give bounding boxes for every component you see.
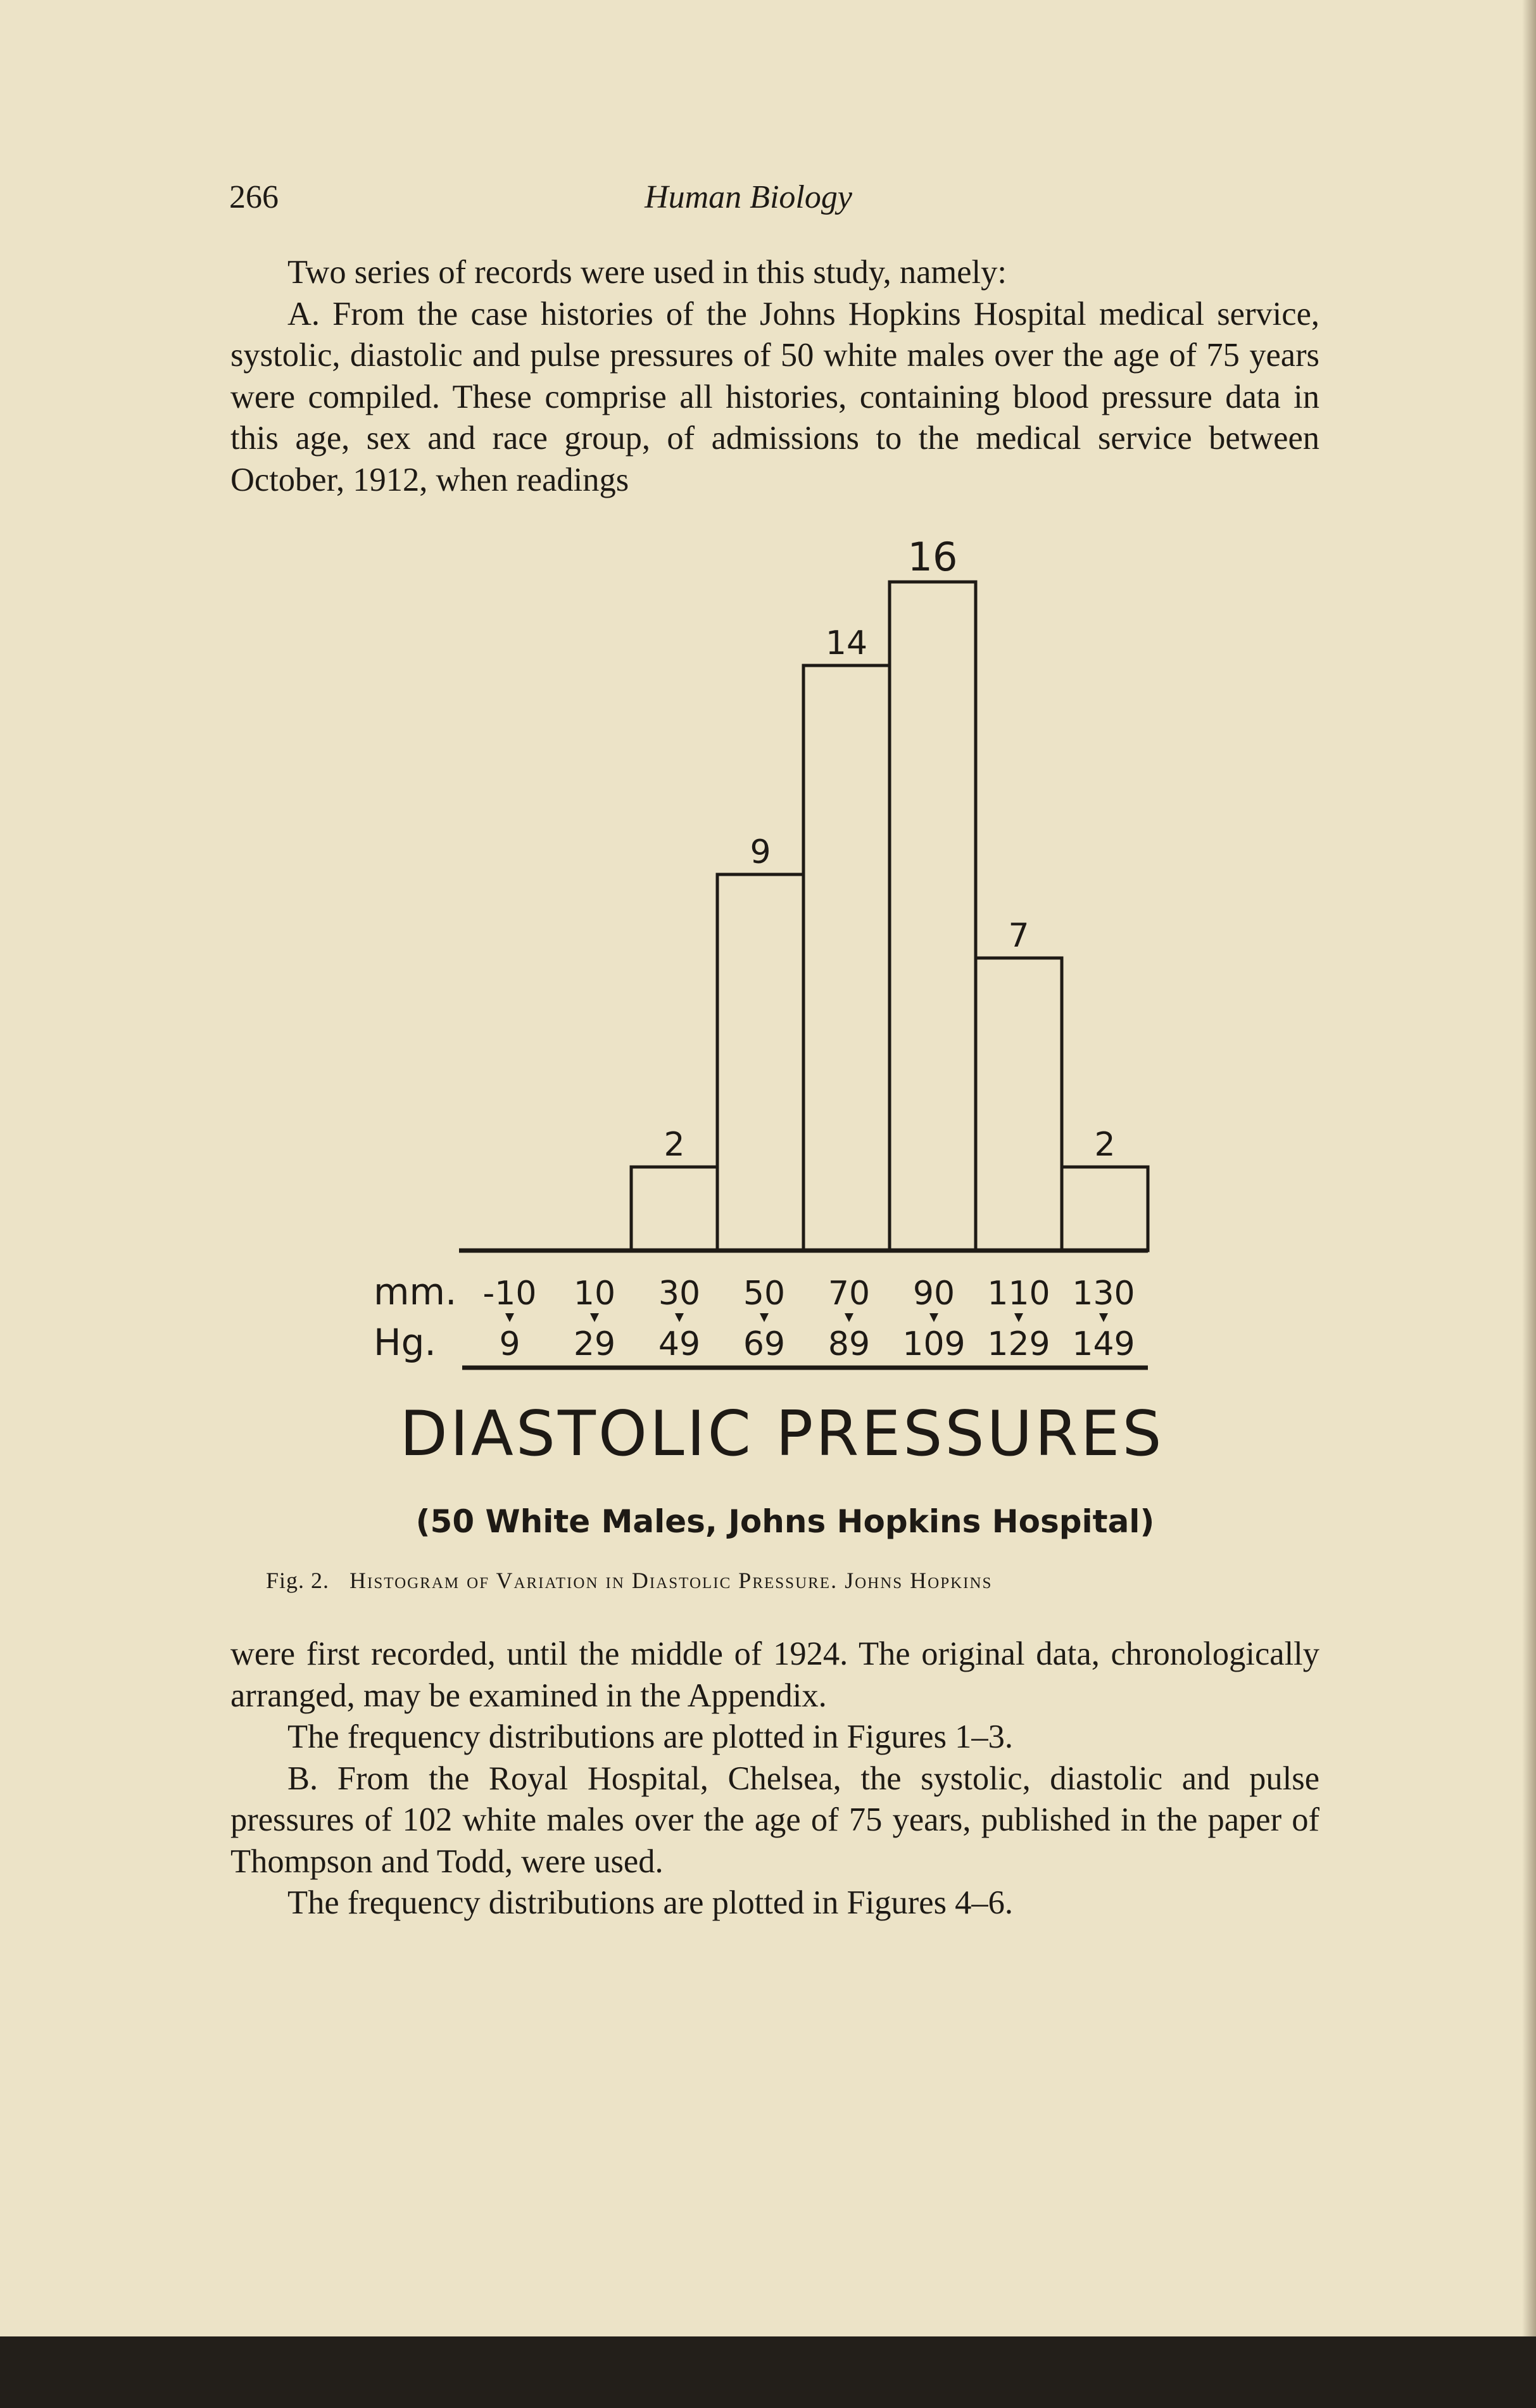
histogram-bar xyxy=(1062,1167,1148,1251)
tick-label-to: 69 xyxy=(743,1325,786,1363)
scan-background xyxy=(0,2336,1536,2408)
bar-value-label: 2 xyxy=(664,1126,685,1164)
tick-label-from: -10 xyxy=(482,1275,537,1313)
tick-arrow xyxy=(505,1313,514,1322)
text-block-top xyxy=(230,252,1319,501)
paragraph-continued: were first recorded, until the middle of 1924. The original data, chronologically arranged, may be examined in the Appendix. xyxy=(230,1636,1319,1714)
paragraph-figures-4-6: The frequency distributions are plotted in Figures 4–6. xyxy=(287,1884,1014,1921)
running-head xyxy=(229,179,1268,223)
tick-label-from: 110 xyxy=(987,1275,1050,1313)
figure-histogram xyxy=(355,519,1209,1564)
tick-arrow xyxy=(1099,1313,1108,1322)
tick-arrow xyxy=(590,1313,599,1322)
paragraph-series-a: A. From the case histories of the Johns Hopkins Hospital medical service, systolic, diastolic and pulse pressures of 50 white males over the age of 75 years were compiled. These comprise all histories, containing blood pressure data in this age, sex and race group, of admissions to the medical service between October, 1912, when readings xyxy=(230,295,1319,498)
histogram-bar xyxy=(890,582,976,1251)
bar-value-label: 2 xyxy=(1094,1126,1116,1164)
axis-unit-mm: mm. xyxy=(374,1270,457,1313)
axis-unit-hg: Hg. xyxy=(374,1321,436,1364)
tick-label-from: 90 xyxy=(912,1275,955,1313)
paragraph-figures-1-3: The frequency distributions are plotted in Figures 1–3. xyxy=(287,1718,1014,1755)
histogram-chart xyxy=(355,519,1209,1564)
tick-label-to: 149 xyxy=(1072,1325,1135,1363)
tick-label-to: 9 xyxy=(499,1325,520,1363)
tick-label-to: 109 xyxy=(902,1325,966,1363)
tick-label-from: 30 xyxy=(658,1275,701,1313)
tick-label-from: 70 xyxy=(828,1275,871,1313)
journal-title: Human Biology xyxy=(645,179,852,215)
tick-arrow xyxy=(929,1313,938,1322)
chart-subtitle: (50 White Males, Johns Hopkins Hospital) xyxy=(415,1503,1155,1540)
tick-arrow xyxy=(675,1313,684,1322)
tick-arrow xyxy=(845,1313,853,1322)
tick-arrow xyxy=(1014,1313,1023,1322)
tick-label-from: 50 xyxy=(743,1275,786,1313)
tick-label-to: 89 xyxy=(828,1325,871,1363)
figure-caption-text: Histogram of Variation in Diastolic Pressure. Johns Hopkins xyxy=(349,1568,993,1593)
tick-label-to: 129 xyxy=(987,1325,1050,1363)
paragraph-series-b: B. From the Royal Hospital, Chelsea, the systolic, diastolic and pulse pressures of 102 white males over the age of 75 years, published in the paper of Thompson and Todd, were used. xyxy=(230,1760,1319,1880)
figure-caption xyxy=(266,1567,1292,1594)
figure-caption-label: Fig. 2. xyxy=(266,1568,330,1593)
bar-value-label: 16 xyxy=(907,534,958,580)
tick-label-to: 49 xyxy=(658,1325,701,1363)
histogram-bar xyxy=(976,958,1062,1251)
histogram-bar xyxy=(631,1167,717,1251)
bar-value-label: 9 xyxy=(750,833,771,871)
page-edge-shadow xyxy=(1522,0,1536,2336)
page-number: 266 xyxy=(229,179,279,215)
paragraph-intro: Two series of records were used in this study, namely: xyxy=(287,254,1007,291)
tick-label-from: 130 xyxy=(1072,1275,1135,1313)
chart-title: DIASTOLIC PRESSURES xyxy=(400,1398,1164,1470)
tick-label-to: 29 xyxy=(573,1325,616,1363)
bar-value-label: 14 xyxy=(825,624,868,662)
tick-arrow xyxy=(760,1313,769,1322)
bar-value-label: 7 xyxy=(1008,917,1029,955)
histogram-bar xyxy=(803,665,890,1251)
text-block-bottom xyxy=(230,1634,1319,1924)
tick-label-from: 10 xyxy=(573,1275,616,1313)
histogram-bar xyxy=(717,874,803,1251)
